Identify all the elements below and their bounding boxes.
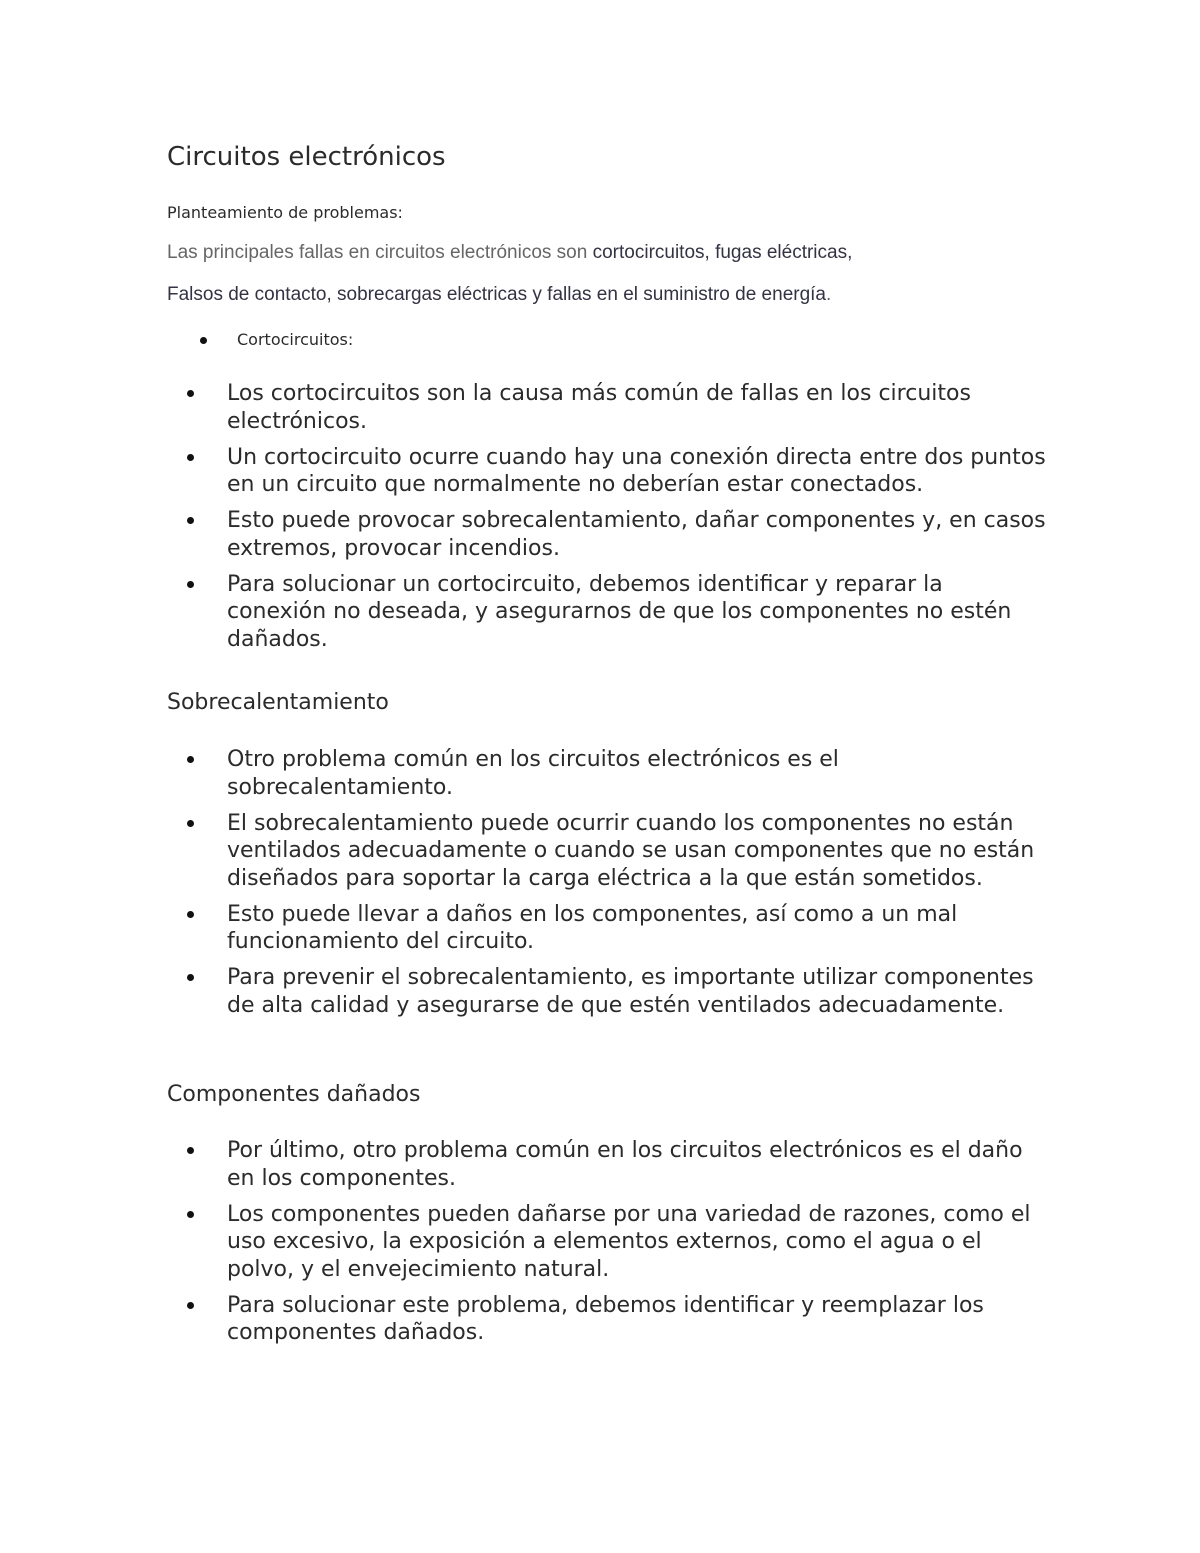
- list-item: [187, 746, 1047, 801]
- list-item: [187, 444, 1047, 499]
- list-item-text: Los cortocircuitos son la causa más común de fallas en los circuitos electrónicos.: [227, 381, 971, 434]
- shortcircuit-heading-text: Cortocircuitos:: [237, 330, 354, 349]
- problem-statement-label: Planteamiento de problemas:: [167, 203, 403, 222]
- list-item: [187, 507, 1047, 562]
- bullet-icon: [187, 517, 194, 524]
- overheating-list: [187, 746, 1047, 1028]
- bullet-icon: [187, 390, 194, 397]
- intro-line-1: [167, 242, 852, 264]
- list-item: [187, 901, 1047, 956]
- bullet-icon: [187, 756, 194, 763]
- list-item: [187, 1137, 1047, 1192]
- list-item-text: Para solucionar este problema, debemos identificar y reemplazar los componentes dañados.: [227, 1292, 984, 1345]
- intro-line-2-part-b: .: [826, 284, 832, 305]
- list-item-text: Esto puede provocar sobrecalentamiento, dañar componentes y, en casos extremos, provocar incendios.: [227, 508, 1046, 561]
- bullet-icon: [187, 820, 194, 827]
- list-item: [187, 1292, 1047, 1347]
- intro-line-1-part-c: , fugas eléctricas,: [704, 242, 853, 263]
- shortcircuit-list: [187, 380, 1047, 662]
- list-item: [187, 571, 1047, 654]
- list-item-text: Esto puede llevar a daños en los componentes, así como a un mal funcionamiento del circuito.: [227, 901, 958, 954]
- list-item: [187, 1201, 1047, 1284]
- list-item-text: Un cortocircuito ocurre cuando hay una conexión directa entre dos puntos en un circuito que normalmente no deberían estar conectados.: [227, 444, 1046, 497]
- section-heading-overheating: Sobrecalentamiento: [167, 690, 389, 715]
- bullet-icon: [200, 337, 207, 344]
- damaged-components-list: [187, 1137, 1047, 1355]
- document-title: Circuitos electrónicos: [167, 142, 446, 172]
- intro-line-2: [167, 284, 831, 306]
- intro-line-2-part-a: Falsos de contacto, sobrecargas eléctricas y fallas en el suministro de energía: [167, 284, 826, 305]
- bullet-icon: [187, 974, 194, 981]
- intro-line-1-part-a: Las principales fallas en circuitos electrónicos son: [167, 242, 593, 263]
- intro-line-1-part-b: cortocircuitos: [592, 242, 705, 263]
- list-item-text: Para prevenir el sobrecalentamiento, es importante utilizar componentes de alta calidad y asegurarse de que estén ventilados adecuadamente.: [227, 965, 1034, 1018]
- bullet-icon: [187, 454, 194, 461]
- bullet-icon: [187, 911, 194, 918]
- list-item: [187, 810, 1047, 893]
- list-item-text: Por último, otro problema común en los circuitos electrónicos es el daño en los componentes.: [227, 1138, 1023, 1191]
- section-heading-damaged-components: Componentes dañados: [167, 1082, 421, 1107]
- list-item: [187, 964, 1047, 1019]
- bullet-icon: [187, 1147, 194, 1154]
- bullet-icon: [187, 1302, 194, 1309]
- list-item-text: Para solucionar un cortocircuito, debemos identificar y reparar la conexión no deseada, y asegurarnos de que los componentes no estén dañados.: [227, 571, 1012, 652]
- list-item-text: El sobrecalentamiento puede ocurrir cuando los componentes no están ventilados adecuadamente o cuando se usan componentes que no están diseñados para soportar la carga eléctrica a la que están sometidos.: [227, 810, 1035, 891]
- list-item-text: Los componentes pueden dañarse por una variedad de razones, como el uso excesivo, la exposición a elementos externos, como el agua o el polvo, y el envejecimiento natural.: [227, 1201, 1031, 1282]
- bullet-icon: [187, 1211, 194, 1218]
- bullet-icon: [187, 581, 194, 588]
- list-item-text: Otro problema común en los circuitos electrónicos es el sobrecalentamiento.: [227, 747, 839, 800]
- list-item: [187, 380, 1047, 435]
